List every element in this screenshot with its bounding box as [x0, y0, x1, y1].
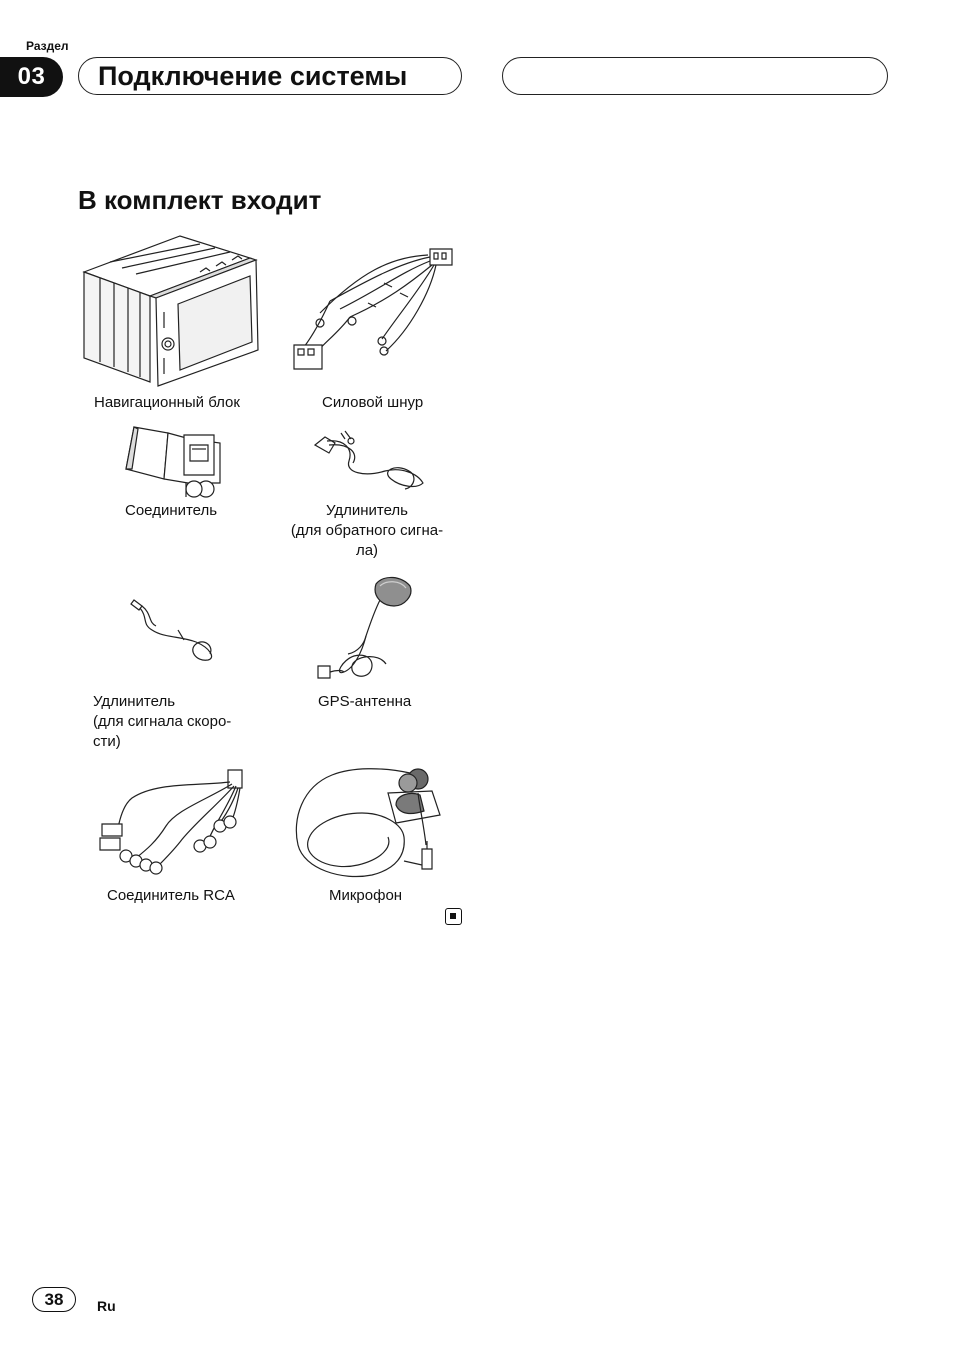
speed-signal-extension-cable-illustration — [130, 596, 218, 664]
power-cord-illustration — [290, 243, 460, 378]
item-caption: Соединитель RCA — [107, 887, 235, 904]
item-caption: Удлинитель (для сигнала скоро- сти) — [93, 693, 232, 750]
empty-header-frame — [502, 57, 888, 95]
page-number: 38 — [32, 1287, 76, 1312]
item-caption — [286, 501, 448, 561]
item-caption: Силовой шнур — [322, 394, 424, 411]
item-caption: GPS-антенна — [318, 693, 412, 710]
section-number-badge: 03 — [0, 57, 63, 97]
section-label: Раздел — [26, 39, 69, 53]
microphone-illustration — [292, 765, 442, 883]
item-caption-text: Удлинитель (для обратного сигна- ла) — [290, 502, 444, 559]
connector-illustration — [124, 425, 224, 499]
navigation-unit-illustration — [80, 232, 262, 390]
gps-antenna-illustration — [314, 572, 416, 684]
reverse-signal-extension-cable-illustration — [305, 427, 427, 497]
item-caption: Соединитель — [125, 502, 218, 519]
section-heading: В комплект входит — [78, 185, 322, 215]
item-caption: Микрофон — [329, 887, 403, 904]
rca-connector-illustration — [96, 766, 248, 878]
page-title: Подключение системы — [98, 61, 408, 91]
language-label: Ru — [97, 1298, 116, 1314]
section-end-icon — [445, 908, 462, 925]
item-caption: Навигационный блок — [94, 394, 240, 411]
